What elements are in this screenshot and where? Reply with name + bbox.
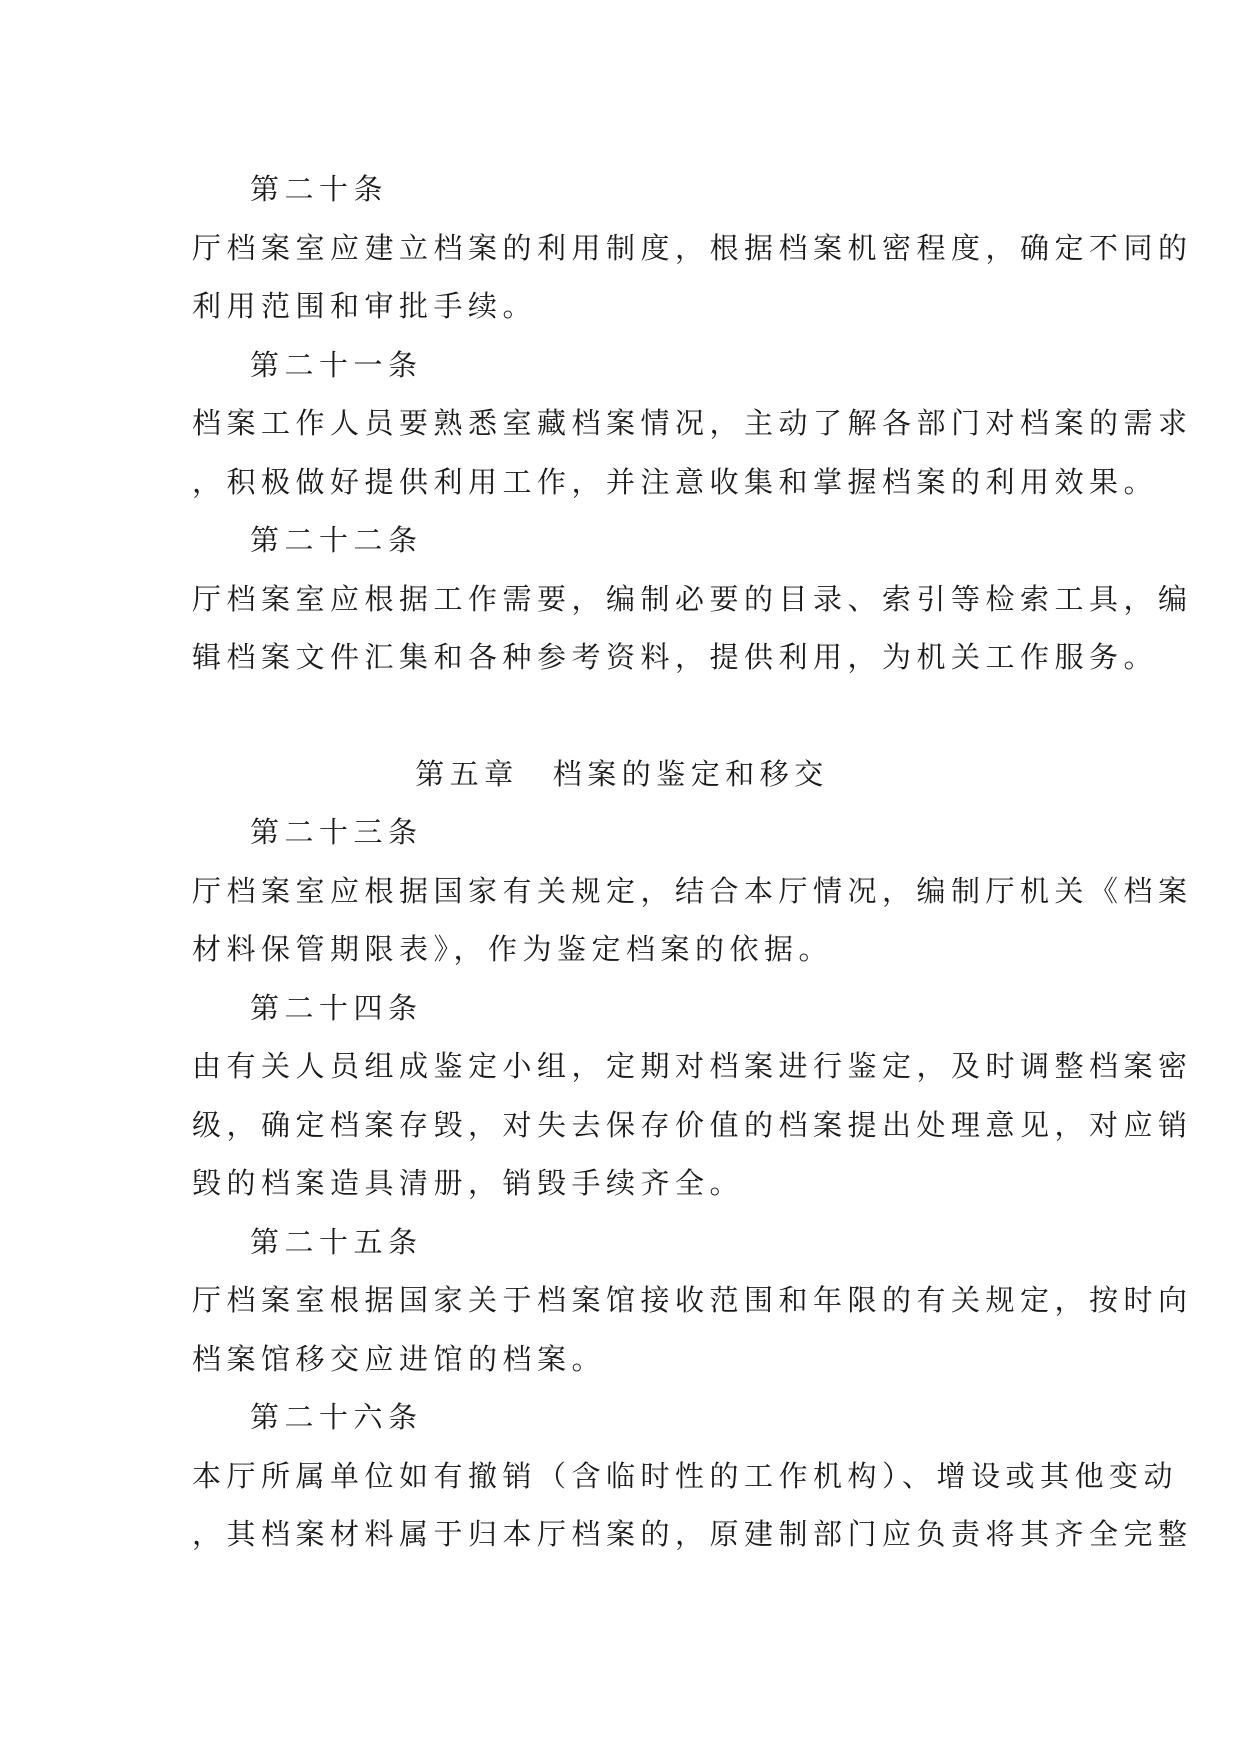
article-text-line: ，其档案材料属于归本厅档案的，原建制部门应负责将其齐全完整 bbox=[192, 1517, 1193, 1551]
article-text-line: 利用范围和审批手续。 bbox=[192, 289, 538, 323]
article-heading: 第二十六条 bbox=[250, 1400, 423, 1434]
article-heading: 第二十五条 bbox=[250, 1224, 423, 1259]
chapter-number: 第五章 bbox=[415, 756, 519, 791]
article-text-line: 档案馆移交应进馆的档案。 bbox=[192, 1341, 607, 1376]
article-text-line: 毁的档案造具清册，销毁手续齐全。 bbox=[192, 1166, 745, 1200]
article-heading: 第二十四条 bbox=[250, 990, 423, 1025]
article bbox=[192, 160, 1193, 336]
article-heading: 第二十二条 bbox=[250, 523, 423, 557]
article-text-line: 厅档案室根据国家关于档案馆接收范围和年限的有关规定，按时向 bbox=[192, 1283, 1193, 1317]
article-text-line: 档案工作人员要熟悉室藏档案情况，主动了解各部门对档案的需求 bbox=[192, 406, 1193, 440]
article-heading: 第二十一条 bbox=[250, 347, 423, 382]
chapter-title: 档案的鉴定和移交 bbox=[552, 756, 829, 791]
article-text-line: 级，确定档案存毁，对失去保存价值的档案提出处理意见，对应销 bbox=[192, 1107, 1193, 1142]
article-text-line: 本厅所属单位如有撤销（含临时性的工作机构）、增设或其他变动 bbox=[192, 1458, 1179, 1493]
article bbox=[192, 511, 1193, 687]
article-text-line: 辑档案文件汇集和各种参考资料，提供利用，为机关工作服务。 bbox=[192, 640, 1159, 674]
article-text-line: ，积极做好提供利用工作，并注意收集和掌握档案的利用效果。 bbox=[192, 464, 1159, 499]
article bbox=[192, 1213, 1193, 1389]
article-text-line: 由有关人员组成鉴定小组，定期对档案进行鉴定，及时调整档案密 bbox=[192, 1049, 1193, 1083]
document-page bbox=[192, 160, 1193, 1564]
article bbox=[192, 336, 1193, 512]
chapter-heading bbox=[192, 745, 1052, 804]
article bbox=[192, 803, 1193, 979]
article-text-line: 厅档案室应建立档案的利用制度，根据档案机密程度，确定不同的 bbox=[192, 230, 1193, 265]
article-heading: 第二十三条 bbox=[250, 815, 423, 849]
article-text-line: 材料保管期限表》，作为鉴定档案的依据。 bbox=[192, 932, 834, 966]
article-text-line: 厅档案室应根据国家有关规定，结合本厅情况，编制厅机关《档案 bbox=[192, 873, 1193, 908]
article bbox=[192, 1388, 1193, 1564]
article-heading: 第二十条 bbox=[250, 172, 389, 206]
article-text-line: 厅档案室应根据工作需要，编制必要的目录、索引等检索工具，编 bbox=[192, 581, 1193, 616]
article bbox=[192, 979, 1193, 1213]
